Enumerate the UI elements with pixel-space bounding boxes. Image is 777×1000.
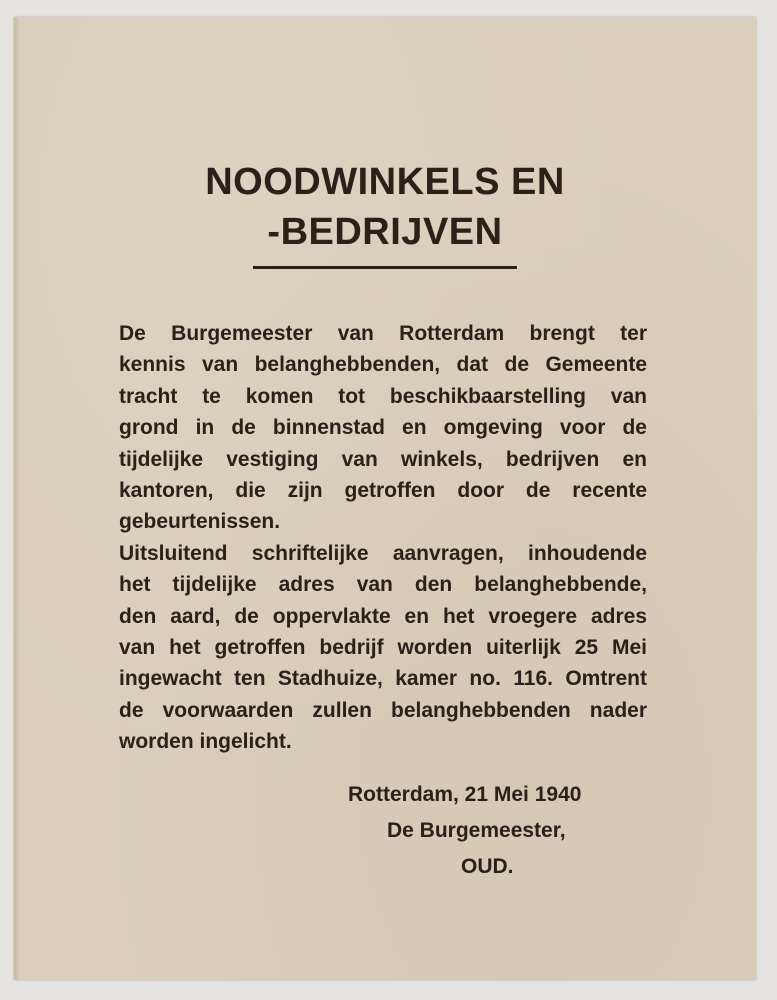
body-line: van het getroffen bedrijf worden uiterlijk 25 Mei <box>119 635 647 659</box>
body-line: De Burgemeester van Rotterdam brengt ter <box>119 322 647 345</box>
body-line: kantoren, die zijn getroffen door de recente <box>119 478 647 502</box>
body-line: grond in de binnenstad en omgeving voor de <box>119 416 647 440</box>
body-line: ingewacht ten Stadhuize, kamer no. 116. Omtrent <box>119 667 647 691</box>
paragraph-announcement <box>119 318 647 538</box>
notice-sheet <box>14 17 756 980</box>
signatory-name: OUD. <box>461 855 514 878</box>
body-line: den aard, de oppervlakte en het vroegere adres <box>119 604 647 628</box>
body-line: worden ingelicht. <box>119 730 292 754</box>
title-line: -BEDRIJVEN <box>267 211 503 253</box>
place-and-date: Rotterdam, 21 Mei 1940 <box>348 783 582 806</box>
body-line: gebeurtenissen. <box>119 510 281 534</box>
body-line: tracht te komen tot beschikbaarstelling van <box>119 384 647 408</box>
notice-body <box>119 318 647 757</box>
body-line: de voorwaarden zullen belanghebbenden nader <box>119 698 647 722</box>
body-line: het tijdelijke adres van den belanghebbende, <box>119 573 647 597</box>
body-line: Uitsluitend schriftelijke aanvragen, inhoudende <box>119 541 647 565</box>
signatory-role: De Burgemeester, <box>387 819 566 842</box>
body-line: kennis van belanghebbenden, dat de Gemeente <box>119 353 647 377</box>
title-line: NOODWINKELS EN <box>205 161 565 203</box>
body-line: tijdelijke vestiging van winkels, bedrijven en <box>119 447 647 471</box>
paragraph-applications <box>119 538 647 758</box>
notice-title <box>14 157 756 257</box>
title-underline <box>253 266 517 269</box>
